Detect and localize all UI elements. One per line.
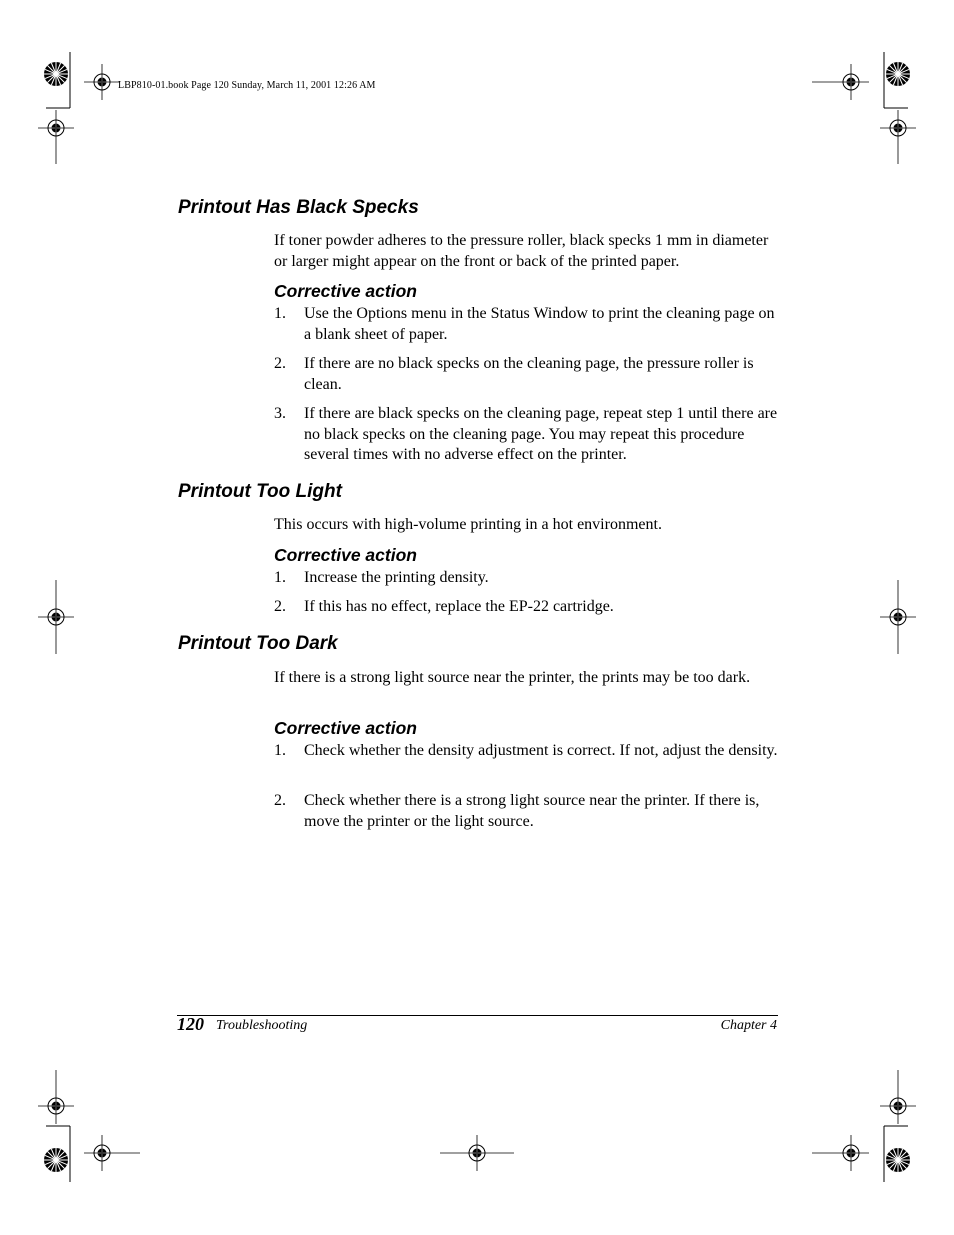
list-item-number: 2. xyxy=(274,792,286,809)
list-item-number: 1. xyxy=(274,305,286,322)
list-item-number: 2. xyxy=(274,598,286,615)
color-wheel-mark-icon xyxy=(886,1148,910,1172)
list-item xyxy=(274,741,784,762)
color-wheel-mark-icon xyxy=(44,62,68,86)
registration-mark-icon xyxy=(833,64,869,100)
section-intro: If toner powder adheres to the pressure roller, black specks 1 mm in diameter or larger might appear on the front or back of the printed paper. xyxy=(274,232,769,270)
color-wheel-mark-icon xyxy=(886,62,910,86)
list-item-text: Check whether there is a strong light source near the printer. If there is, move the printer or the light source. xyxy=(304,792,760,830)
section-title: Printout Too Dark xyxy=(178,633,338,654)
color-wheel-mark-icon xyxy=(44,1148,68,1172)
registration-mark-icon xyxy=(84,1135,120,1171)
footer-section-name: Troubleshooting xyxy=(216,1018,308,1033)
registration-mark-icon xyxy=(833,1135,869,1171)
list-item-number: 1. xyxy=(274,569,286,586)
footer-rule xyxy=(177,1015,778,1016)
page-number: 120 xyxy=(177,1014,204,1034)
registration-mark-icon xyxy=(459,1135,495,1171)
list-item xyxy=(274,404,784,466)
list-item xyxy=(274,568,784,589)
subhead-corrective-action: Corrective action xyxy=(274,281,417,301)
registration-mark-icon xyxy=(84,64,120,100)
list-item-text: Increase the printing density. xyxy=(304,569,489,586)
section-intro: If there is a strong light source near the printer, the prints may be too dark. xyxy=(274,669,751,686)
section-title: Printout Too Light xyxy=(178,481,342,502)
registration-mark-icon xyxy=(880,599,916,635)
registration-mark-icon xyxy=(38,599,74,635)
list-item-text: Use the Options menu in the Status Window to print the cleaning page on a blank sheet of paper. xyxy=(304,305,775,343)
registration-mark-icon xyxy=(38,110,74,146)
registration-mark-icon xyxy=(880,110,916,146)
list-item-number: 3. xyxy=(274,405,286,422)
file-stamp: LBP810-01.book Page 120 Sunday, March 11, 2001 12:26 AM xyxy=(118,80,376,91)
list-item-number: 2. xyxy=(274,355,286,372)
list-item-text: If there are black specks on the cleaning page, repeat step 1 until there are no black specks on the cleaning page. You may repeat this procedure several times with no adverse effect on the printer. xyxy=(304,405,778,463)
list-item-number: 1. xyxy=(274,742,286,759)
subhead-corrective-action: Corrective action xyxy=(274,718,417,738)
list-item xyxy=(274,354,784,395)
list-item xyxy=(274,791,784,832)
registration-mark-icon xyxy=(38,1088,74,1124)
footer-chapter: Chapter 4 xyxy=(720,1018,777,1033)
list-item xyxy=(274,304,784,345)
list-item-text: If this has no effect, replace the EP-22 cartridge. xyxy=(304,598,614,615)
list-item xyxy=(274,597,784,618)
section-title: Printout Has Black Specks xyxy=(178,197,419,218)
list-item-text: If there are no black specks on the cleaning page, the pressure roller is clean. xyxy=(304,355,754,393)
section-intro: This occurs with high-volume printing in a hot environment. xyxy=(274,516,662,533)
registration-mark-icon xyxy=(880,1088,916,1124)
list-item-text: Check whether the density adjustment is correct. If not, adjust the density. xyxy=(304,742,778,759)
subhead-corrective-action: Corrective action xyxy=(274,545,417,565)
